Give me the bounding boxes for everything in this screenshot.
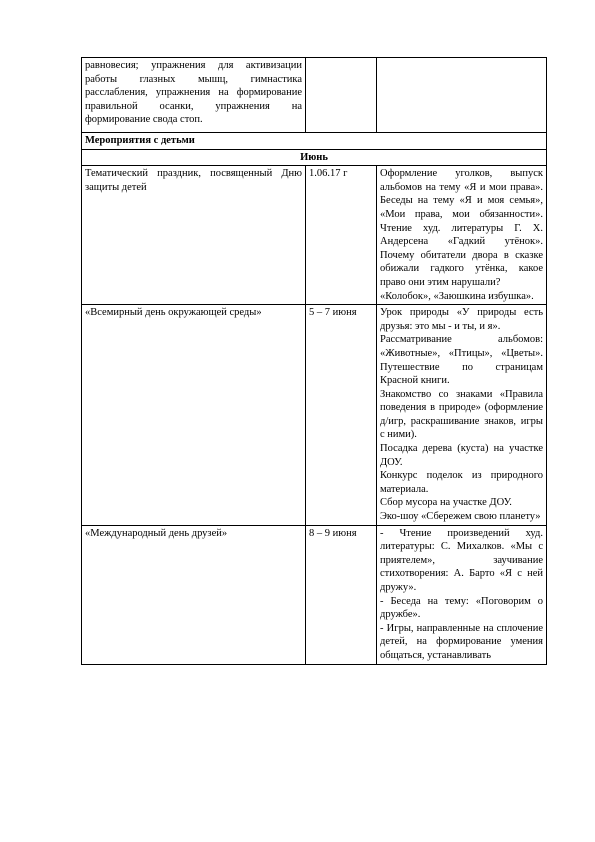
event-name-cell: «Всемирный день окружающей среды»	[82, 305, 306, 526]
activity-item: Посадка дерева (куста) на участке ДОУ.	[380, 443, 543, 468]
event-name-cell: «Международный день друзей»	[82, 525, 306, 664]
activity-item: Оформление уголков, выпуск альбомов на тему «Я и мои права». Беседы на тему «Я и моя семья», «Мои права, мои обязанности». Чтение худ. литературы Г. Х. Андерсена «Гадкий утёнок». Почему обитатели двора в сказке обижали гадкого утёнка, какое право они этим нарушали?	[380, 168, 543, 288]
table-row	[82, 166, 547, 305]
empty-activities-cell	[377, 58, 547, 133]
event-activities-cell	[377, 166, 547, 305]
event-date-cell: 5 – 7 июня	[306, 305, 377, 526]
activity-item: Знакомство со знаками «Правила поведения в природе» (оформление д/игр, раскрашивание знаков, игры с ними).	[380, 388, 543, 441]
activity-item: - Чтение произведений худ. литературы: С. Михалков. «Мы с приятелем», заучивание стихотворения: А. Барто «Я с ней дружу».	[380, 527, 543, 593]
table-row	[82, 58, 547, 133]
activity-item: Сбор мусора на участке ДОУ.	[380, 497, 512, 509]
event-name-cell: Тематический праздник, посвященный Дню защиты детей	[82, 166, 306, 305]
section-header: Мероприятия с детьми	[82, 133, 547, 150]
activity-item: - Беседа на тему: «Поговорим о дружбе».	[380, 595, 543, 621]
table-row	[82, 305, 547, 526]
activity-item: Рассматривание альбомов: «Животные», «Птицы», «Цветы». Путешествие по страницам Красной книги.	[380, 334, 543, 387]
activity-item: Эко-шоу «Сбережем свою планету»	[380, 511, 541, 523]
activity-item: - Игры, направленные на сплочение детей, на формирование умения общаться, устанавливать	[380, 622, 543, 661]
table-row	[82, 133, 547, 150]
activity-item: Конкурс поделок из природного материала.	[380, 470, 543, 495]
table-row	[82, 149, 547, 166]
event-activities-cell	[377, 305, 547, 526]
activity-item: «Колобок», «Заюшкина избушка».	[380, 290, 534, 302]
continued-text-cell: равновесия; упражнения для активизации работы глазных мышц, гимнастика расслабления, упражнения на формирование правильной осанки, упражнения на формирование свода стоп.	[82, 58, 306, 133]
month-header: Июнь	[82, 149, 547, 166]
event-date-cell: 8 – 9 июня	[306, 525, 377, 664]
activity-item: Урок природы «У природы есть друзья: это мы - и ты, и я».	[380, 307, 543, 332]
empty-date-cell	[306, 58, 377, 133]
events-plan-table	[81, 57, 547, 665]
event-date-cell: 1.06.17 г	[306, 166, 377, 305]
table-row	[82, 525, 547, 664]
event-activities-cell	[377, 525, 547, 664]
